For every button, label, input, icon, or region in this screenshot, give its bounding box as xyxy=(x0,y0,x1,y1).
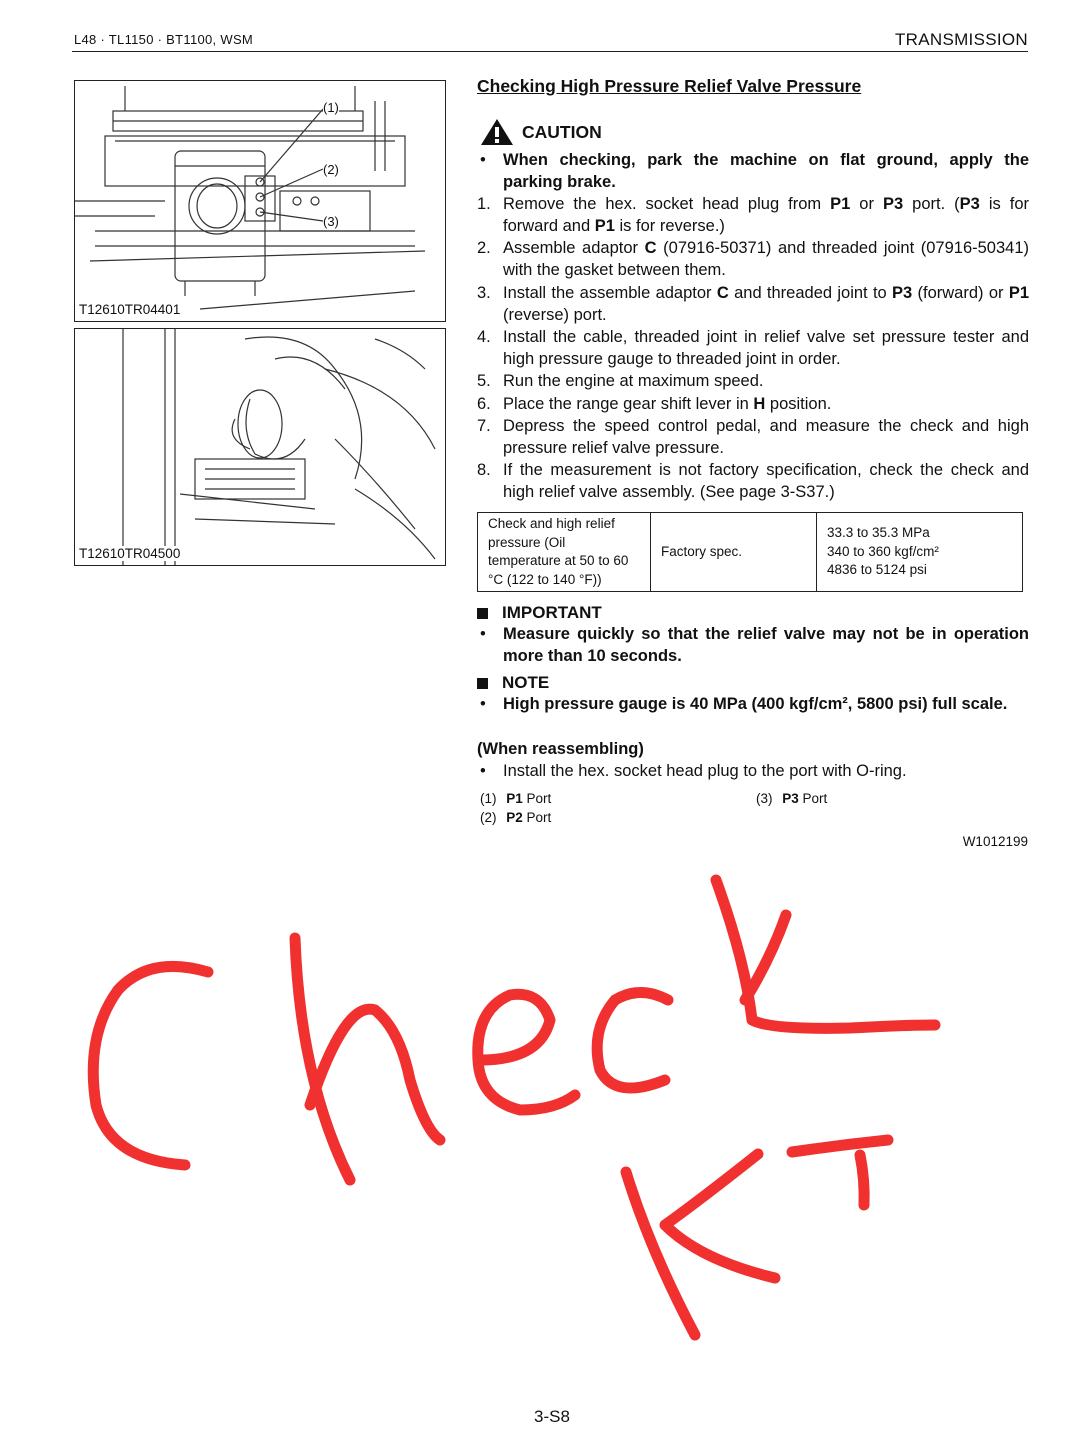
step-number: 2. xyxy=(477,239,491,257)
bullet-marker: • xyxy=(480,695,486,713)
document-id: W1012199 xyxy=(962,834,1028,849)
bullet-marker: • xyxy=(480,762,486,780)
spec-condition-cell: Check and high relief pressure (Oil temperature at 50 to 60 °C (122 to 140 °F)) xyxy=(478,513,651,592)
step-number: 5. xyxy=(477,372,491,390)
step-text-run: Assemble adaptor xyxy=(503,239,645,257)
step-text-run: (07916-50371) and threaded joint (07916-50341) with the gasket between them. xyxy=(503,239,1030,280)
reassembling-text: Install the hex. socket head plug to the port with O-ring. xyxy=(503,762,907,780)
reference-suffix: Port xyxy=(522,791,552,806)
callout-2: (2) xyxy=(323,162,339,177)
figure-caption: T12610TR04401 xyxy=(79,302,181,317)
step-text-run: Install the assemble adaptor xyxy=(503,284,717,302)
spec-value-kgf: 340 to 360 kgf/cm² xyxy=(827,543,939,559)
step-number: 1. xyxy=(477,195,491,213)
figure-caption: T12610TR04500 xyxy=(79,546,181,561)
step-text-emphasis: C xyxy=(716,284,729,302)
step-text-run: Remove the hex. socket head plug from xyxy=(503,195,831,213)
step-text-emphasis: P1 xyxy=(594,217,615,236)
step-number: 7. xyxy=(477,417,491,435)
step-text-run: is for forward and xyxy=(503,195,1030,236)
reference-label: P1 xyxy=(506,791,523,806)
step-text-emphasis: H xyxy=(753,395,766,413)
spec-value-mpa: 33.3 to 35.3 MPa xyxy=(827,525,930,541)
callout-1: (1) xyxy=(323,100,339,115)
step-number: 8. xyxy=(477,461,491,479)
header-model-list: L48 · TL1150 · BT1100, WSM xyxy=(74,32,254,47)
step-text-run: Run the engine at maximum speed. xyxy=(503,372,764,390)
step-text-emphasis: C xyxy=(644,239,657,257)
important-text: Measure quickly so that the relief valve may not be in operation more than 10 seconds. xyxy=(503,625,1029,666)
note-label: NOTE xyxy=(502,673,550,692)
bullet-marker: • xyxy=(480,151,486,169)
step-text-run: Place the range gear shift lever in xyxy=(503,395,754,413)
section-title: Checking High Pressure Relief Valve Pressure xyxy=(477,76,862,96)
reassembling-heading: (When reassembling) xyxy=(477,740,644,758)
step-text-run: and threaded joint to xyxy=(728,284,893,302)
reference-suffix: Port xyxy=(522,810,552,825)
step-number: 6. xyxy=(477,395,491,413)
step-text-run: position. xyxy=(765,395,832,413)
reference-number: (3) xyxy=(756,791,773,806)
page-number: 3-S8 xyxy=(534,1407,570,1426)
reference-label: P2 xyxy=(506,810,523,825)
step-text-run: Install the cable, threaded joint in relief valve set pressure tester and high pressure gauge to threaded joint in order. xyxy=(503,328,1029,369)
step-text-run: or xyxy=(850,195,883,213)
step-number: 3. xyxy=(477,284,491,302)
step-text-emphasis: P1 xyxy=(1008,284,1029,302)
spec-type-cell: Factory spec. xyxy=(651,513,817,592)
step-text-run: (forward) or xyxy=(912,284,1009,302)
important-label: IMPORTANT xyxy=(502,603,602,622)
callout-3: (3) xyxy=(323,214,339,229)
note-text: High pressure gauge is 40 MPa (400 kgf/cm², 5800 psi) full scale. xyxy=(503,695,1008,713)
reference-number: (2) xyxy=(480,810,497,825)
step-text-emphasis: P3 xyxy=(959,195,980,213)
step-text-run: port. ( xyxy=(903,195,960,213)
step-text-emphasis: P3 xyxy=(892,284,913,302)
caution-label: CAUTION xyxy=(522,121,602,142)
step-text-run: Depress the speed control pedal, and measure the check and high pressure relief valve pressure. xyxy=(503,417,1029,458)
spec-value-psi: 4836 to 5124 psi xyxy=(827,562,927,578)
header-section-title: TRANSMISSION xyxy=(894,30,1028,49)
step-text-run: is for reverse.) xyxy=(614,217,725,236)
step-number: 4. xyxy=(477,328,491,346)
step-text-emphasis: P1 xyxy=(830,195,851,213)
bullet-marker: • xyxy=(480,625,486,643)
step-text-run: If the measurement is not factory specification, check the check and high relief valve assembly. (See page 3-S37.) xyxy=(503,461,1029,502)
caution-text: When checking, park the machine on flat ground, apply the parking brake. xyxy=(503,151,1029,192)
reference-number: (1) xyxy=(480,791,497,806)
reference-suffix: Port xyxy=(798,791,828,806)
step-text-run: (reverse) port. xyxy=(503,306,607,325)
reference-label: P3 xyxy=(782,791,799,806)
step-text-emphasis: P3 xyxy=(882,195,904,213)
